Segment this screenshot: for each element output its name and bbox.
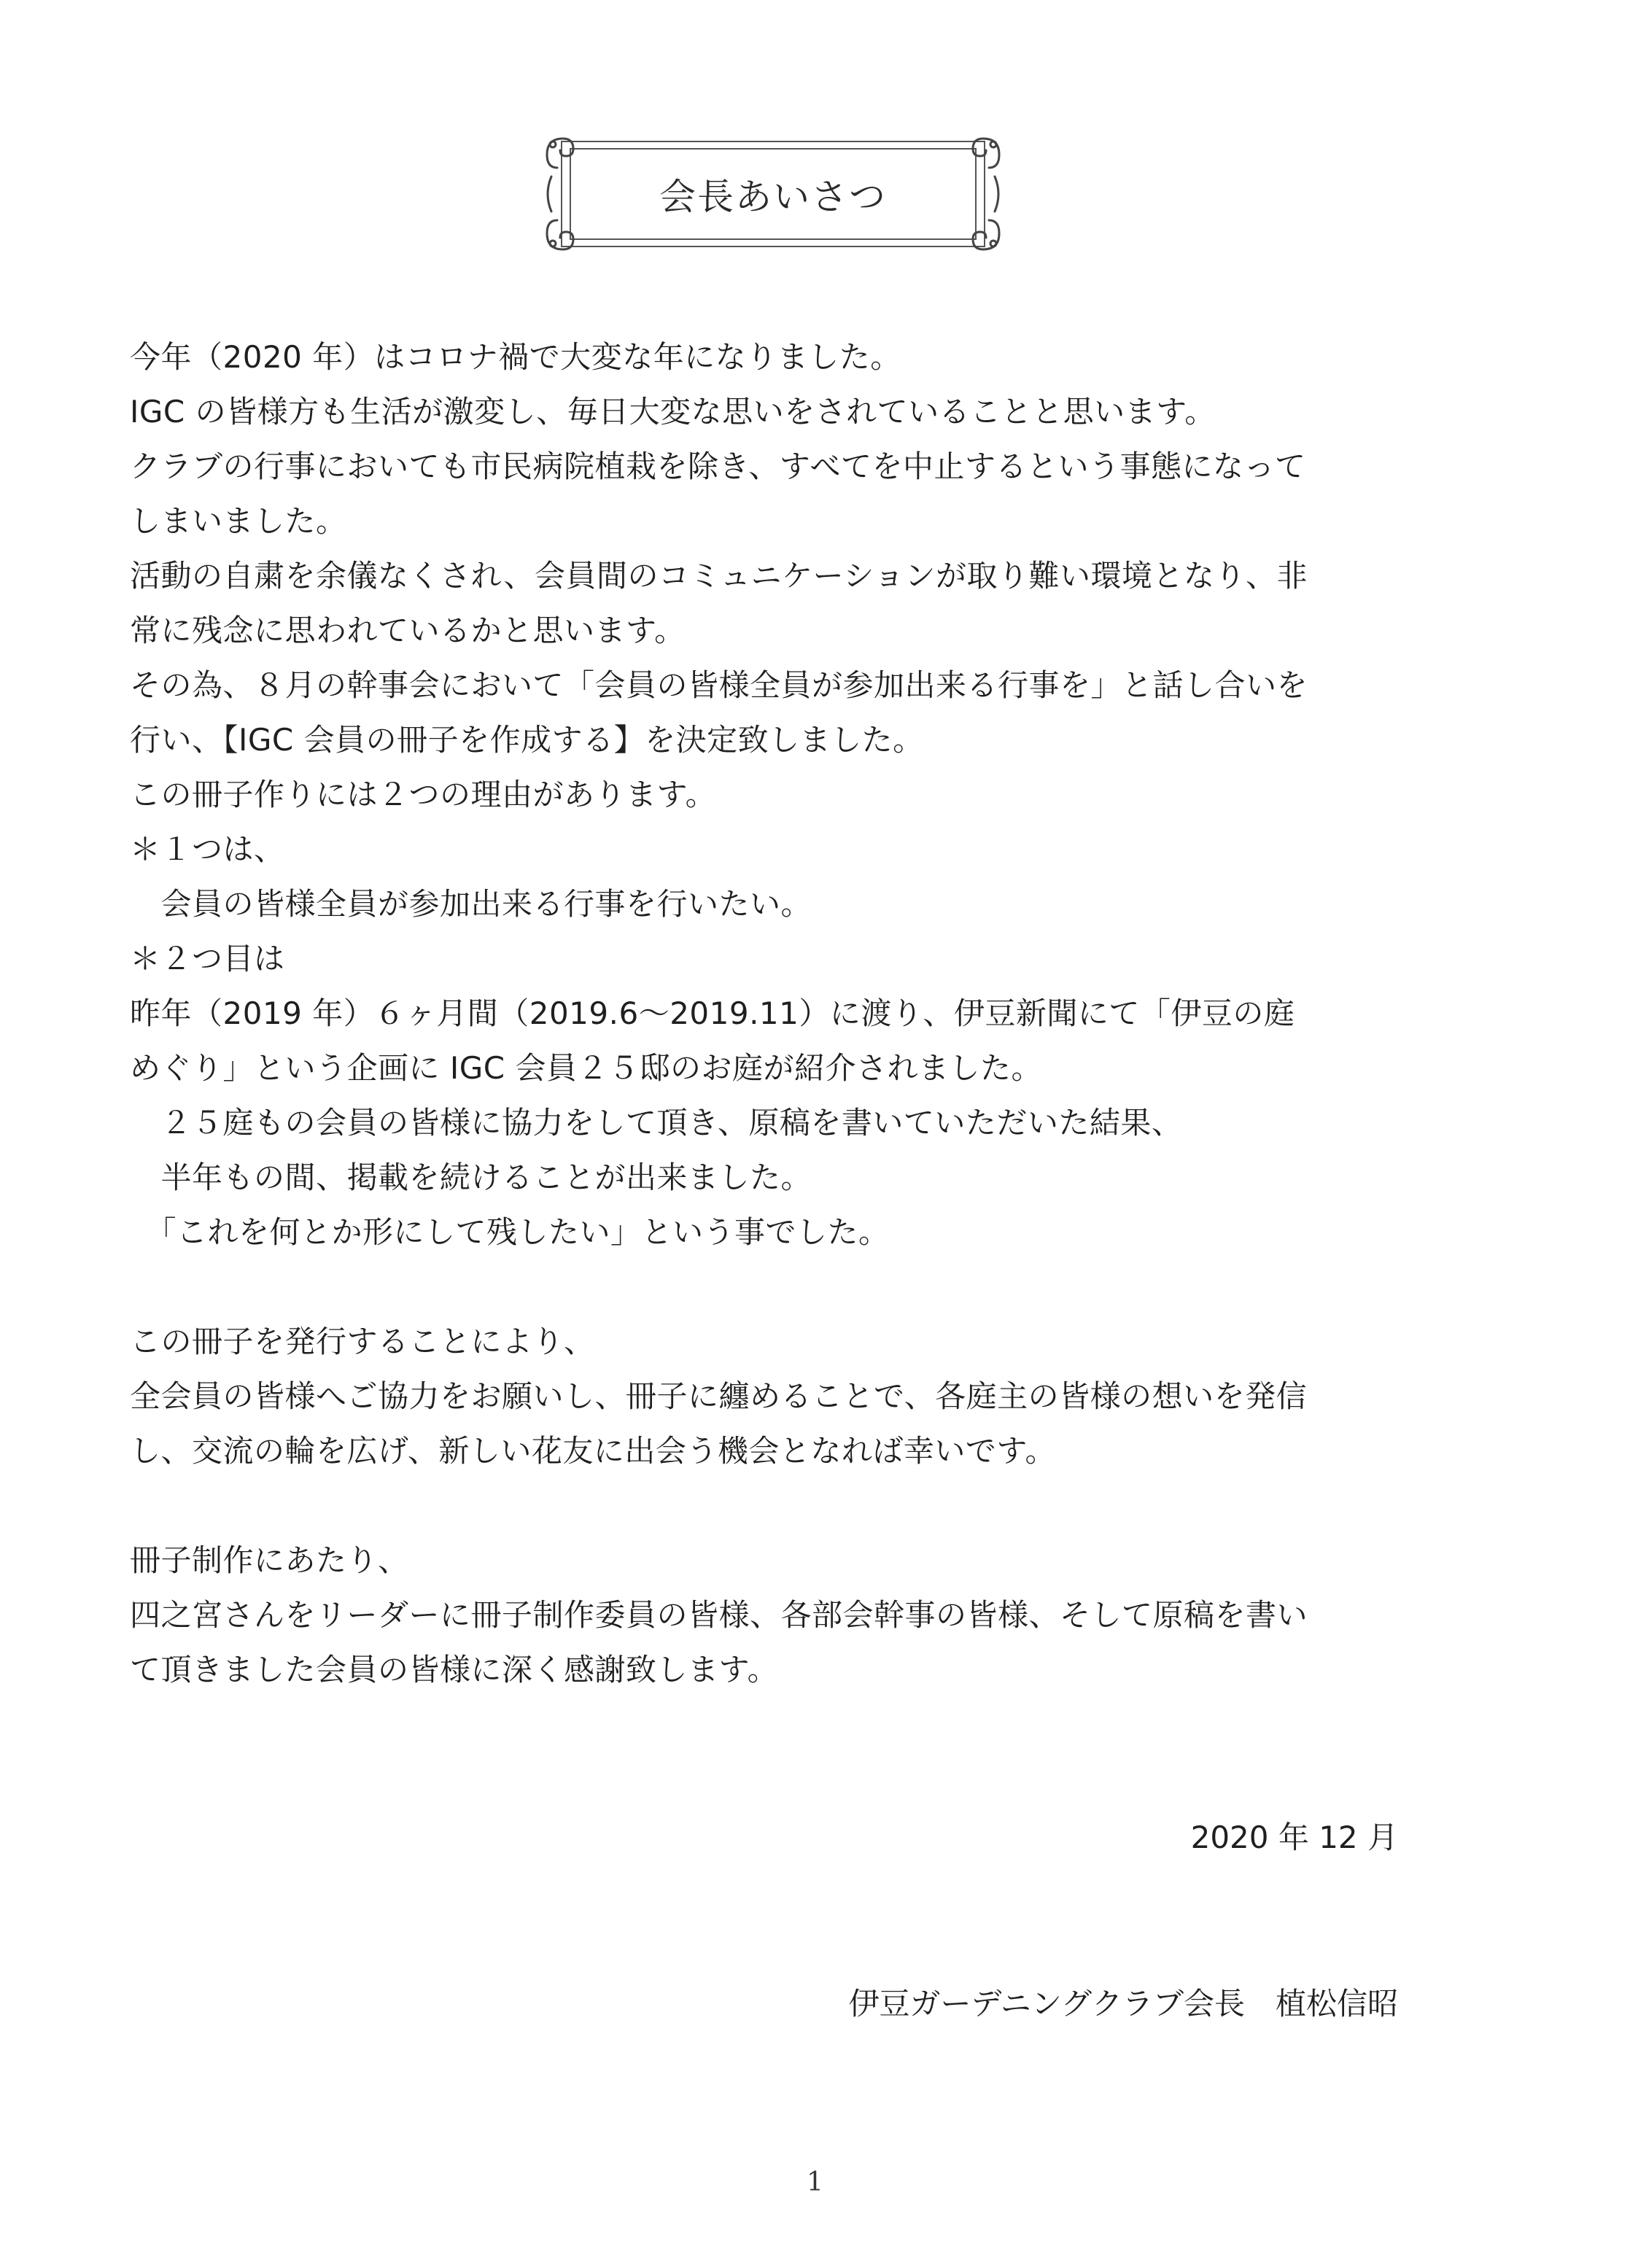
body-line: この冊子を発行することにより、 (130, 1324, 595, 1359)
greeting-body (130, 330, 1479, 1697)
blank-line (130, 1478, 1479, 1533)
body-line: ＊２つ目は (130, 941, 285, 976)
body-line: この冊子作りには２つの理由があります。 (130, 777, 717, 812)
body-line: 冊子制作にあたり、 (130, 1542, 409, 1578)
body-line: て頂きました会員の皆様に深く感謝致します。 (130, 1652, 779, 1688)
body-line: 昨年（2019 年）６ヶ月間（2019.6～2019.11）に渡り、伊豆新聞にて「伊豆の庭 (130, 995, 1295, 1031)
body-line: IGC の皆様方も生活が激変し、毎日大変な思いをされていることと思います。 (130, 394, 1216, 430)
body-line: 活動の自粛を余儀なくされ、会員間のコミュニケーションが取り難い環境となり、非 (130, 558, 1308, 594)
body-line: めぐり」という企画に IGC 会員２５邸のお庭が紹介されました。 (130, 1050, 1042, 1086)
body-line: 四之宮さんをリーダーに冊子制作委員の皆様、各部会幹事の皆様、そして原稿を書い (130, 1597, 1308, 1633)
body-line: 会員の皆様全員が参加出来る行事を行いたい。 (130, 886, 812, 922)
body-line: 常に残念に思われているかと思います。 (130, 613, 686, 648)
body-line: その為、８月の幹事会において「会員の皆様全員が参加出来る行事を」と話し合いを (130, 667, 1308, 703)
blank-line (130, 1259, 1479, 1314)
body-line: 「これを何とか形にして残したい」という事でした。 (130, 1214, 890, 1250)
body-line: クラブの行事においても市民病院植栽を除き、すべてを中止するという事態になって (130, 448, 1306, 484)
title-frame (541, 133, 1005, 255)
body-line: 今年（2020 年）はコロナ禍で大変な年になりました。 (130, 339, 901, 375)
body-line: し、交流の輪を広げ、新しい花友に出会う機会となれば幸いです。 (130, 1433, 1056, 1469)
body-line: 全会員の皆様へご協力をお願いし、冊子に纏めることで、各庭主の皆様の想いを発信 (130, 1378, 1308, 1414)
page-number: 1 (807, 2167, 823, 2197)
body-line: ＊１つは、 (130, 831, 285, 867)
body-line: しまいました。 (130, 503, 347, 539)
page-title: 会長あいさつ (659, 176, 887, 218)
body-line: 半年もの間、掲載を続けることが出来ました。 (130, 1160, 812, 1195)
signature: 伊豆ガーデニングクラブ会長 植松信昭 (848, 1986, 1398, 2022)
date: 2020 年 12 月 (1190, 1820, 1398, 1855)
body-line: ２５庭もの会員の皆様に協力をして頂き、原稿を書いていただいた結果、 (130, 1105, 1183, 1141)
body-line: 行い、【IGC 会員の冊子を作成する】を決定致しました。 (130, 722, 924, 758)
